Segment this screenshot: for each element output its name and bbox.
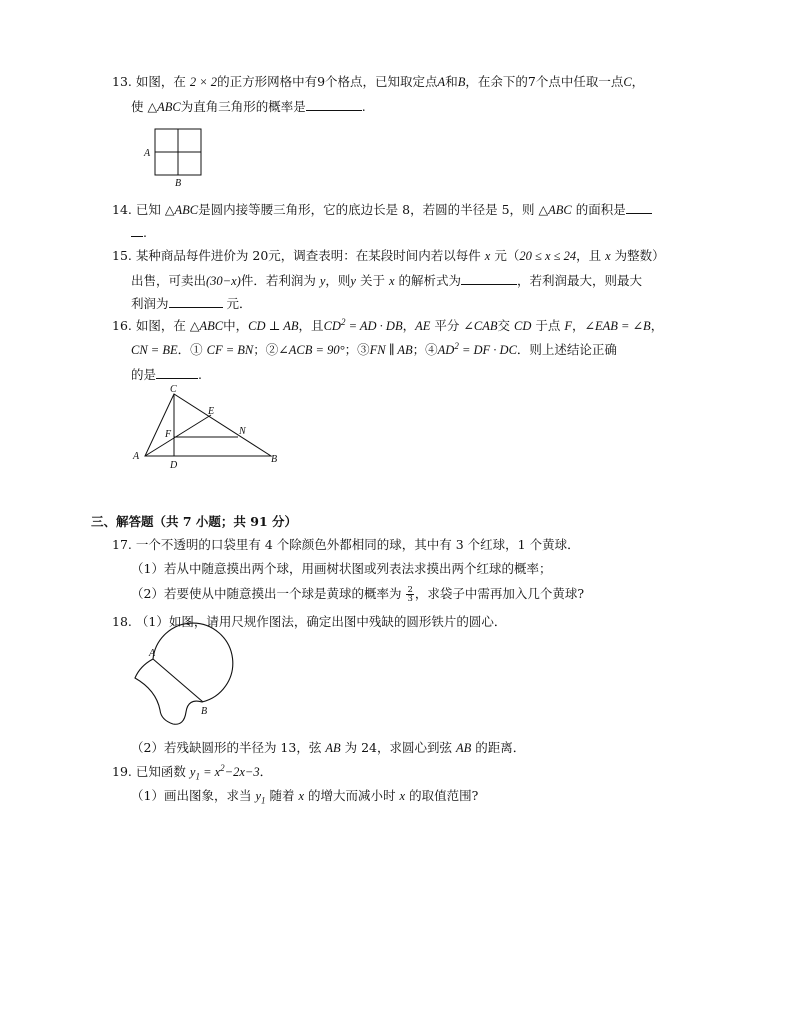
q16-claim-4: $AD^2$ = DF · DC — [437, 340, 517, 357]
q17-frac-num: 2 — [407, 585, 413, 595]
q16-text: ；② — [253, 342, 279, 357]
q14-text: ，若圆的半径是 — [410, 202, 498, 217]
q15-text: 元，调查表明：在某段时间内若以每件 — [268, 248, 481, 263]
q14-number: 14. — [112, 202, 132, 217]
q16-text: ， — [571, 318, 585, 333]
q16-f: F — [564, 319, 572, 333]
q13-line2 — [131, 98, 366, 115]
q14-text: . — [143, 225, 147, 240]
q14-line2 — [131, 224, 147, 241]
q15-text: ，若利润最大，则最大 — [517, 273, 643, 288]
q15-answer-blank-1[interactable] — [461, 272, 517, 285]
q16-text: 交 — [497, 318, 510, 333]
q13-line1 — [112, 74, 644, 90]
q16-line1 — [112, 318, 663, 334]
q16-text: 如图，在 — [135, 318, 186, 333]
q15-text: ，则 — [325, 273, 351, 288]
q13-text: 和 — [445, 74, 458, 89]
q19-text: 已知函数 — [135, 764, 186, 779]
q18-line1 — [112, 614, 506, 630]
q14-answer-blank[interactable] — [626, 201, 652, 214]
q19-tail: −2x−3 — [224, 765, 260, 779]
section-3-heading: 三、解答题（共 7 小题；共 91 分） — [91, 514, 298, 529]
q14-answer-blank-cont[interactable] — [131, 224, 143, 237]
q16-cd: CD — [323, 319, 341, 333]
q15-cost: 20 — [252, 248, 269, 263]
q15-line2 — [131, 272, 642, 289]
q16-label-f: F — [165, 429, 172, 440]
q16-cd: CD — [513, 319, 532, 333]
q19-function — [189, 762, 260, 782]
q16-triangle-figure — [132, 384, 282, 474]
q19-var-x: x — [399, 789, 406, 803]
q16-text: ．则上述结论正确 — [516, 342, 617, 357]
q16-label-a: A — [133, 451, 140, 462]
q16-claim-2: ∠ACB = 90° — [278, 343, 345, 357]
q19-text: 随着 — [269, 788, 295, 803]
q16-label-c: C — [170, 384, 177, 395]
q13-text: 使 — [131, 99, 144, 114]
q18-text: （2）若残缺圆形的半径为 13，弦 — [131, 740, 322, 755]
q13-count: 7 — [527, 74, 536, 89]
q14-line1 — [112, 201, 652, 218]
q13-label-b: B — [175, 178, 182, 189]
q17-text: ，求袋子中需再加入几个黄球? — [414, 586, 585, 601]
q13-text: 个点中任取一点 — [535, 74, 624, 89]
q16-df-dc: = DF · DC — [458, 343, 517, 357]
q13-point-c: C — [623, 75, 632, 89]
q19-text: 的取值范围? — [409, 788, 479, 803]
q13-text: . — [361, 99, 366, 114]
q15-text: 的解析式为 — [398, 273, 462, 288]
q18-part2 — [131, 740, 525, 756]
q18-label-a: A — [149, 648, 156, 659]
q16-eab: ∠EAB = ∠B — [584, 319, 651, 333]
q15-range: 20 ≤ x ≤ 24 — [519, 249, 577, 263]
q18-chord-ab — [153, 659, 203, 702]
q16-text: ；④ — [412, 342, 438, 357]
q16-cn-be: CN = BE — [131, 343, 178, 357]
q15-var-x: x — [388, 274, 395, 288]
q13-answer-blank[interactable] — [306, 98, 362, 111]
q16-ad-db: = AD · DB — [345, 319, 403, 333]
q13-label-a: A — [144, 148, 151, 159]
q15-text: 出售，可卖出 — [131, 273, 207, 288]
q16-line3 — [131, 366, 202, 383]
q19-y-subscript: 1 — [195, 771, 200, 782]
q13-number: 13. — [112, 74, 132, 89]
q16-line2 — [131, 342, 617, 358]
q15-expression: (30−x) — [206, 274, 241, 288]
q19-y-subscript: 1 — [261, 795, 266, 806]
q13-text: 的正方形网格中有 — [217, 74, 318, 89]
q15-line1 — [112, 248, 665, 264]
q15-text: 关于 — [359, 273, 385, 288]
q16-number: 16. — [112, 318, 132, 333]
q17-frac-den: 3 — [407, 594, 413, 604]
q19-exponent: 2 — [220, 762, 225, 773]
q19-text: ． — [259, 764, 273, 779]
q16-text: 平分 — [434, 318, 460, 333]
q18-text: 的距离． — [475, 740, 526, 755]
q17-number: 17. — [112, 537, 132, 552]
q16-claim-1: CF = BN — [206, 343, 254, 357]
q15-text: 某种商品每件进价为 — [135, 248, 249, 263]
q15-var-y: y — [350, 274, 356, 288]
q17-part1: （1）若从中随意摸出两个球，用画树状图或列表法求摸出两个红球的概率； — [131, 561, 552, 576]
q16-ad: AD — [437, 343, 455, 357]
q14-text: 是圆内接等腰三角形，它的底边长是 — [198, 202, 399, 217]
q13-text: ， — [631, 74, 645, 89]
q19-y: y — [189, 765, 196, 779]
q19-y: y — [255, 789, 262, 803]
q18-text: 为 24，求圆心到弦 — [344, 740, 452, 755]
q16-text: . — [198, 367, 202, 382]
q13-point-a: A — [437, 75, 446, 89]
q16-text: ， — [402, 318, 416, 333]
q15-text: 为整数） — [614, 248, 665, 263]
q16-angle: ∠CAB — [463, 319, 498, 333]
q16-label-b: B — [271, 454, 278, 465]
q17-text: 一个不透明的口袋里有 4 个除颜色外都相同的球，其中有 3 个红球，1 个黄球． — [135, 537, 580, 552]
q15-var-y: y — [319, 274, 326, 288]
q14-triangle: △ABC — [538, 203, 572, 217]
q16-text: ， — [650, 318, 664, 333]
q19-number: 19. — [112, 764, 132, 779]
q16-text: ．① — [177, 342, 203, 357]
q16-ae: AE — [415, 319, 431, 333]
q16-text: 的是 — [131, 367, 157, 382]
q14-text: 的面积是 — [575, 202, 626, 217]
q15-text: 元（ — [494, 248, 520, 263]
q16-text: ；③ — [344, 342, 370, 357]
q13-text: 如图，在 — [135, 74, 186, 89]
q13-triangle: △ABC — [147, 100, 181, 114]
q19-var-x: x — [298, 789, 305, 803]
q16-triangle: △ABC — [189, 319, 224, 333]
q15-number: 15. — [112, 248, 132, 263]
q15-text: 元． — [226, 296, 252, 311]
q15-answer-blank-2[interactable] — [169, 295, 223, 308]
q18-broken-disk-figure — [128, 646, 218, 736]
q19-y1 — [255, 789, 266, 806]
q14-text: 已知 — [135, 202, 161, 217]
q18-number: 18. — [112, 614, 132, 629]
q18-text: （1）如图，请用尺规作图法，确定出图中残缺的圆形铁片的圆心． — [135, 614, 507, 629]
q16-label-d: D — [170, 460, 178, 471]
q19-line1 — [112, 764, 272, 780]
q13-grid-figure — [142, 124, 212, 194]
q17-fraction — [406, 586, 413, 603]
q18-label-b: B — [201, 706, 208, 717]
q17-line1 — [112, 537, 580, 553]
q14-base: 8 — [402, 202, 411, 217]
q18-chord: AB — [455, 741, 472, 755]
q13-grid-size: 2 × 2 — [189, 75, 218, 89]
q16-claim-3: FN ∥ AB — [369, 343, 413, 357]
q19-text: （1）画出图象，求当 — [131, 788, 252, 803]
q15-line3 — [131, 295, 252, 312]
q13-count: 9 — [317, 74, 326, 89]
q13-text: 为直角三角形的概率是 — [180, 99, 306, 114]
q18-chord: AB — [325, 741, 341, 755]
q17-text: （2）若要使从中随意摸出一个球是黄球的概率为 — [131, 586, 402, 601]
q15-text: 件．若利润为 — [240, 273, 316, 288]
q16-text: ，且 — [298, 318, 324, 333]
q19-x: = x — [199, 765, 221, 779]
q19-part1 — [131, 788, 478, 804]
q13-text: 个格点，已知取定点 — [325, 74, 438, 89]
q16-text: 中， — [223, 318, 249, 333]
q16-label-e: E — [208, 406, 215, 417]
q17-part2 — [131, 586, 584, 603]
q14-radius: 5 — [501, 202, 510, 217]
q16-label-n: N — [239, 426, 246, 437]
q16-text: 于点 — [535, 318, 561, 333]
q15-text: ，且 — [576, 248, 602, 263]
q18-disk-outline — [135, 623, 233, 724]
q19-text: 的增大而减小时 — [308, 788, 396, 803]
q16-perp: CD ⊥ AB — [248, 319, 299, 333]
q13-point-b: B — [457, 75, 466, 89]
q13-text: ，在余下的 — [465, 74, 528, 89]
q14-triangle: △ABC — [164, 203, 199, 217]
q16-answer-blank[interactable] — [156, 366, 198, 379]
q15-var-x: x — [484, 249, 491, 263]
q15-var-x: x — [605, 249, 611, 263]
q16-cd-squared: $CD^2$ = AD · DB — [323, 316, 403, 333]
q14-text: ，则 — [509, 202, 535, 217]
q16-triangle-abc — [145, 394, 271, 456]
q15-text: 利润为 — [131, 296, 169, 311]
